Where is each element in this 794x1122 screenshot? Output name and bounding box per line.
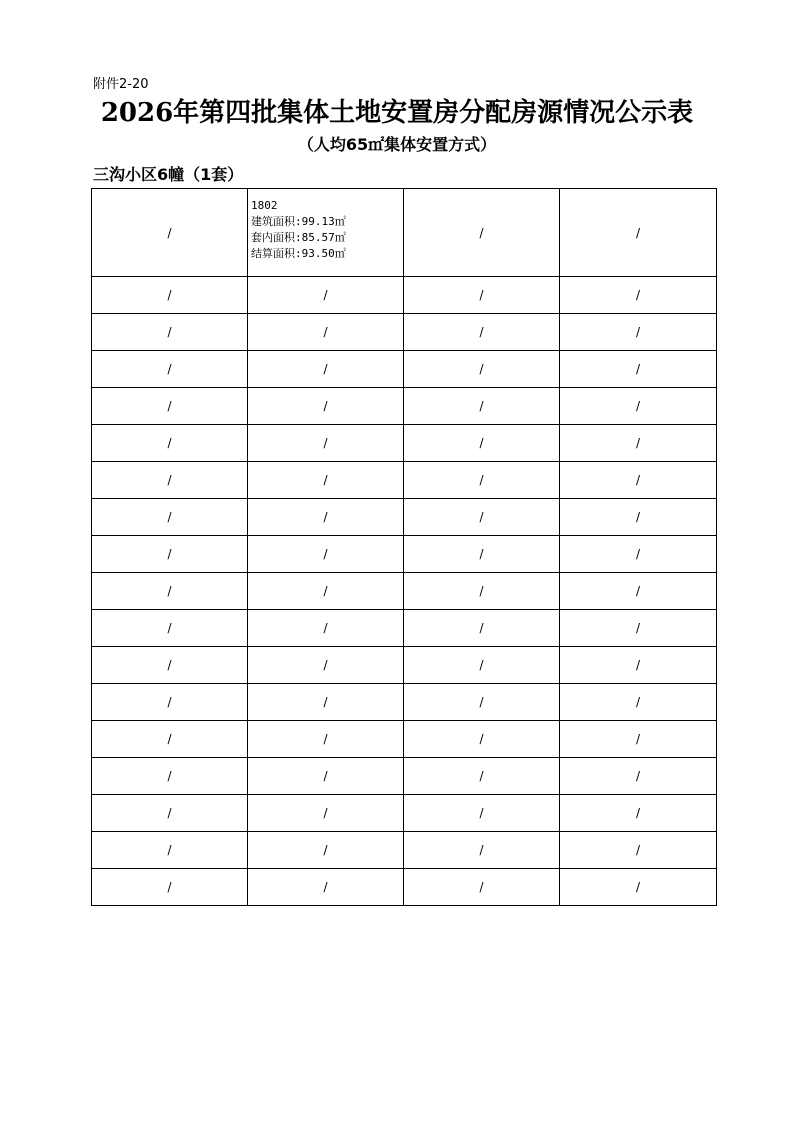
cell-value: / — [323, 621, 328, 635]
table-cell — [560, 610, 717, 647]
cell-value: / — [167, 880, 172, 894]
unit-inner-area: 套内面积:85.57㎡ — [251, 231, 346, 244]
table-row — [92, 314, 717, 351]
table-cell — [92, 573, 248, 610]
cell-value: / — [479, 732, 484, 746]
table-cell — [404, 277, 560, 314]
table-cell — [92, 462, 248, 499]
table-row — [92, 462, 717, 499]
cell-value: / — [479, 288, 484, 302]
table-cell — [248, 314, 404, 351]
table-cell — [560, 351, 717, 388]
cell-value: / — [635, 362, 641, 376]
table-cell — [248, 647, 404, 684]
cell-value: / — [167, 436, 172, 450]
table-cell — [404, 832, 560, 869]
cell-value: / — [479, 325, 484, 339]
table-row — [92, 351, 717, 388]
cell-value: / — [323, 547, 328, 561]
cell-value: / — [323, 695, 328, 709]
table-row — [92, 610, 717, 647]
table-cell — [404, 425, 560, 462]
cell-value: / — [323, 769, 328, 783]
table-cell — [248, 536, 404, 573]
table-cell — [92, 351, 248, 388]
cell-value: / — [167, 510, 172, 524]
cell-value: / — [479, 621, 484, 635]
cell-value: / — [167, 325, 172, 339]
cell-value: / — [167, 584, 172, 598]
cell-value: / — [479, 584, 484, 598]
table-cell — [404, 758, 560, 795]
cell-value: / — [635, 288, 641, 302]
cell-value: / — [167, 473, 172, 487]
table-cell — [560, 189, 717, 277]
table-cell — [560, 721, 717, 758]
table-cell — [404, 795, 560, 832]
housing-table — [91, 188, 717, 906]
table-cell — [560, 277, 717, 314]
cell-value: / — [479, 436, 484, 450]
table-cell — [92, 277, 248, 314]
table-cell — [248, 832, 404, 869]
table-cell — [248, 499, 404, 536]
table-cell — [560, 684, 717, 721]
cell-value: / — [479, 473, 484, 487]
table-cell — [248, 758, 404, 795]
unit-building-area: 建筑面积:99.13㎡ — [251, 215, 346, 228]
cell-value: / — [479, 843, 484, 857]
cell-value: / — [479, 547, 484, 561]
cell-value: / — [635, 473, 641, 487]
cell-value: / — [167, 621, 172, 635]
table-cell — [560, 795, 717, 832]
table-cell — [560, 869, 717, 906]
table-cell — [560, 832, 717, 869]
table-cell — [92, 610, 248, 647]
table-cell — [404, 647, 560, 684]
table-cell — [404, 721, 560, 758]
table-cell — [560, 462, 717, 499]
cell-value: / — [323, 436, 328, 450]
table-cell — [248, 684, 404, 721]
table-cell — [560, 573, 717, 610]
cell-value: / — [167, 843, 172, 857]
table-cell — [248, 795, 404, 832]
table-row — [92, 758, 717, 795]
cell-value: / — [635, 436, 641, 450]
cell-value: / — [167, 399, 172, 413]
table-cell — [92, 684, 248, 721]
table-row — [92, 869, 717, 906]
table-cell — [404, 869, 560, 906]
cell-value: / — [323, 399, 328, 413]
table-cell — [560, 536, 717, 573]
cell-value: / — [635, 732, 641, 746]
table-cell — [404, 462, 560, 499]
cell-value: / — [479, 225, 484, 240]
cell-value: / — [167, 288, 172, 302]
table-cell — [404, 189, 560, 277]
cell-value: / — [323, 325, 328, 339]
table-cell — [92, 388, 248, 425]
cell-value: / — [323, 288, 328, 302]
cell-value: / — [167, 806, 172, 820]
table-cell — [92, 758, 248, 795]
table-cell — [92, 647, 248, 684]
table-cell — [560, 647, 717, 684]
cell-value: / — [479, 695, 484, 709]
table-cell — [92, 721, 248, 758]
table-cell — [404, 610, 560, 647]
attachment-label: 附件2-20 — [93, 77, 149, 92]
table-cell — [92, 189, 248, 277]
cell-value: / — [323, 732, 328, 746]
cell-value: / — [635, 843, 641, 857]
unit-room-number: 1802 — [251, 199, 278, 212]
table-cell — [248, 351, 404, 388]
table-row — [92, 647, 717, 684]
cell-value: / — [635, 769, 641, 783]
table-row — [92, 795, 717, 832]
cell-value: / — [167, 225, 172, 240]
cell-value: / — [635, 806, 641, 820]
page-subtitle: （人均65㎡集体安置方式） — [297, 135, 497, 154]
cell-value: / — [635, 325, 641, 339]
table-row — [92, 536, 717, 573]
cell-value: / — [635, 510, 641, 524]
cell-value: / — [323, 658, 328, 672]
cell-value: / — [323, 843, 328, 857]
table-cell — [560, 499, 717, 536]
table-row — [92, 277, 717, 314]
section-heading: 三沟小区6幢（1套） — [93, 165, 244, 184]
table-cell — [92, 314, 248, 351]
table-cell — [404, 573, 560, 610]
table-cell — [560, 758, 717, 795]
cell-value: / — [323, 362, 328, 376]
table-cell — [92, 795, 248, 832]
table-cell — [560, 388, 717, 425]
table-cell — [92, 869, 248, 906]
cell-value: / — [479, 362, 484, 376]
cell-value: / — [635, 547, 641, 561]
cell-value: / — [167, 658, 172, 672]
table-cell — [248, 277, 404, 314]
cell-value: / — [635, 695, 641, 709]
cell-value: / — [635, 584, 641, 598]
table-cell — [404, 388, 560, 425]
table-cell — [248, 425, 404, 462]
table-row — [92, 573, 717, 610]
table-cell — [404, 499, 560, 536]
cell-value: / — [323, 584, 328, 598]
cell-value: / — [635, 399, 641, 413]
cell-value: / — [167, 547, 172, 561]
housing-table-body — [92, 189, 717, 906]
cell-value: / — [479, 399, 484, 413]
table-row — [92, 832, 717, 869]
table-cell — [404, 351, 560, 388]
unit-settlement-area: 结算面积:93.50㎡ — [251, 247, 346, 260]
cell-value: / — [167, 732, 172, 746]
table-row — [92, 425, 717, 462]
table-cell — [404, 536, 560, 573]
cell-value: / — [479, 510, 484, 524]
table-cell — [92, 499, 248, 536]
table-row — [92, 388, 717, 425]
cell-value: / — [479, 658, 484, 672]
page-title: 2026年第四批集体土地安置房分配房源情况公示表 — [100, 98, 694, 128]
cell-value: / — [323, 806, 328, 820]
table-row — [92, 189, 717, 277]
cell-value: / — [479, 769, 484, 783]
cell-value: / — [635, 880, 641, 894]
table-cell — [404, 684, 560, 721]
cell-value: / — [167, 769, 172, 783]
unit-cell — [248, 189, 404, 277]
table-cell — [92, 832, 248, 869]
table-cell — [248, 573, 404, 610]
table-cell — [248, 869, 404, 906]
cell-value: / — [167, 362, 172, 376]
table-cell — [560, 314, 717, 351]
cell-value: / — [323, 473, 328, 487]
cell-value: / — [167, 695, 172, 709]
table-cell — [92, 425, 248, 462]
table-cell — [92, 536, 248, 573]
table-cell — [248, 721, 404, 758]
table-cell — [560, 425, 717, 462]
cell-value: / — [635, 225, 641, 240]
table-cell — [404, 314, 560, 351]
cell-value: / — [323, 880, 328, 894]
table-cell — [248, 388, 404, 425]
table-row — [92, 721, 717, 758]
cell-value: / — [635, 621, 641, 635]
table-cell — [248, 462, 404, 499]
table-cell — [248, 610, 404, 647]
cell-value: / — [479, 806, 484, 820]
cell-value: / — [635, 658, 641, 672]
cell-value: / — [479, 880, 484, 894]
table-row — [92, 499, 717, 536]
cell-value: / — [323, 510, 328, 524]
table-row — [92, 684, 717, 721]
